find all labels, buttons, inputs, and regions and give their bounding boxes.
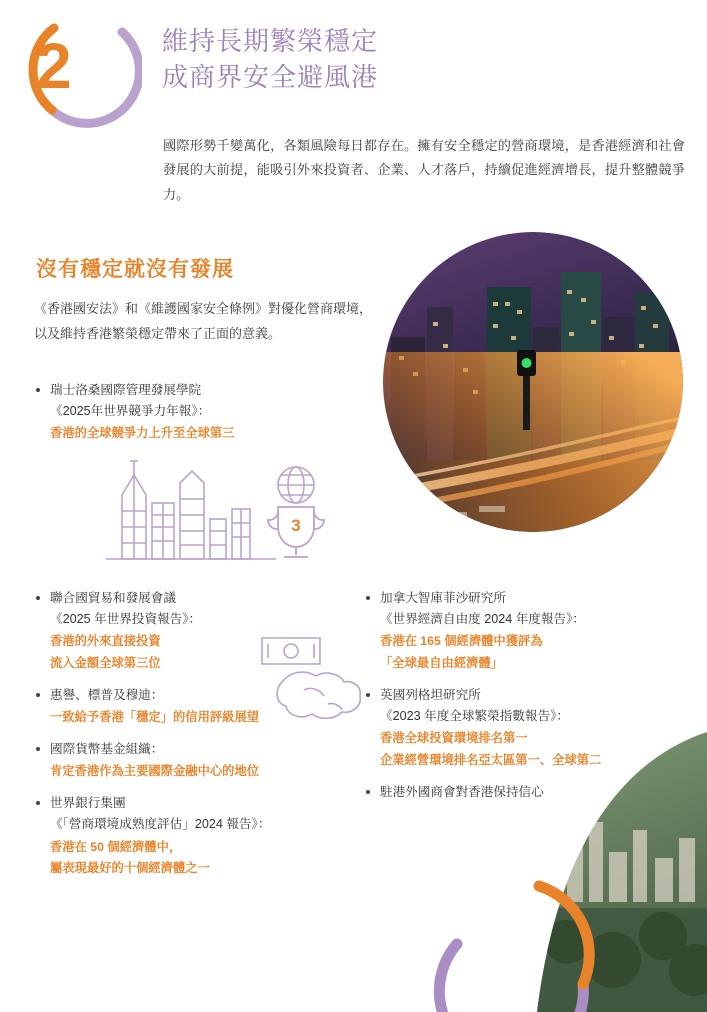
list-item-highlight: 香港的全球競爭力上升至全球第三 — [50, 426, 235, 441]
list-item — [34, 793, 354, 879]
list-item-highlight-line1: 香港全球投資環境排名第一 — [380, 731, 528, 746]
trophy-rank-label: 3 — [291, 516, 301, 535]
skyline-trophy-icon — [100, 455, 360, 565]
list-item-title-line1: 國際貨幣基金組織： — [50, 742, 164, 757]
list-item-highlight-line1: 香港在 165 個經濟體中獲評為 — [380, 634, 543, 649]
section-number: 2 — [36, 30, 72, 102]
list-item — [34, 588, 354, 674]
list-item-highlight-line2: 企業經營環境排名亞太區第一、全球第二 — [380, 753, 602, 768]
list-item-title-line1: 惠譽、標普及穆迪： — [50, 688, 164, 703]
city-night-photo-graphic — [383, 232, 683, 532]
list-item-highlight-line1: 肯定香港作為主要國際金融中心的地位 — [50, 764, 260, 779]
list-item-highlight-line1: 香港在 50 個經濟體中， — [50, 839, 182, 854]
list-item-highlight-line2: 屬表現最好的十個經濟體之一 — [50, 861, 210, 876]
list-item-title-line1: 加拿大智庫菲沙研究所 — [380, 591, 506, 605]
skyline-trophy-illustration — [100, 455, 360, 565]
section-number-badge — [14, 12, 142, 130]
list-item-highlight-line2: 流入金額全球第三位 — [50, 656, 161, 671]
list-item — [34, 380, 364, 444]
page-title-line1: 維持長期繁榮穩定 — [162, 26, 379, 56]
list-item-title-line1: 英國列格坦研究所 — [380, 688, 481, 703]
list-item-title-line2: 《2025年世界競爭力年報》： — [50, 404, 211, 419]
list-left — [34, 588, 354, 879]
intro-paragraph: 國際形勢千變萬化，各類風險每日都存在。擁有安全穩定的營商環境，是香港經濟和社會發展的大前提，能吸引外來投資者、企業、人才落戶，持續促進經濟增長，提升整體競爭力。 — [163, 138, 685, 202]
list-item-highlight-line2: 「全球最自由經濟體」 — [380, 656, 503, 671]
bottom-decoration-graphic — [417, 722, 707, 1012]
page-title-line2: 成商界安全避風港 — [162, 61, 379, 92]
section-lead-paragraph: 《香港國安法》和《維護國家安全條例》對優化營商環境，以及維持香港繁榮穩定帶來了正面的意義。 — [34, 301, 373, 342]
list-item-title-line1: 世界銀行集團 — [50, 796, 126, 811]
list-left-column — [34, 588, 354, 890]
list-item-title-line2: 《「營商環境成熟度評估」2024 報告》： — [50, 817, 271, 832]
list-item-highlight-line1: 香港的外來直接投資 — [50, 634, 161, 649]
list-item-title-line2: 《2023 年度全球繁榮指數報告》： — [380, 709, 569, 724]
bottom-right-decoration — [417, 722, 707, 1012]
list-item — [34, 739, 354, 782]
list-item-title-line1: 瑞士洛桑國際管理發展學院 — [50, 383, 202, 397]
list-item-title-line2: 《2025 年世界投資報告》： — [50, 612, 202, 627]
list-item-title-line1: 駐港外國商會對香港保持信心 — [380, 785, 544, 800]
list-item-title-line1: 聯合國貿易和發展會議 — [50, 591, 176, 605]
list-top-section — [34, 380, 364, 455]
city-night-photo — [383, 232, 683, 532]
section-heading: 沒有穩定就沒有發展 — [36, 258, 234, 281]
list-item — [364, 588, 682, 674]
list-top — [34, 380, 364, 444]
decorative-arc-icon — [14, 12, 142, 130]
page-title — [162, 24, 378, 96]
list-item — [34, 685, 354, 728]
list-item-title-line2: 《世界經濟自由度 2024 年度報告》： — [380, 612, 586, 627]
list-item-highlight-line1: 一致給予香港「穩定」的信用評級展望 — [50, 710, 260, 725]
page-header — [0, 0, 707, 130]
